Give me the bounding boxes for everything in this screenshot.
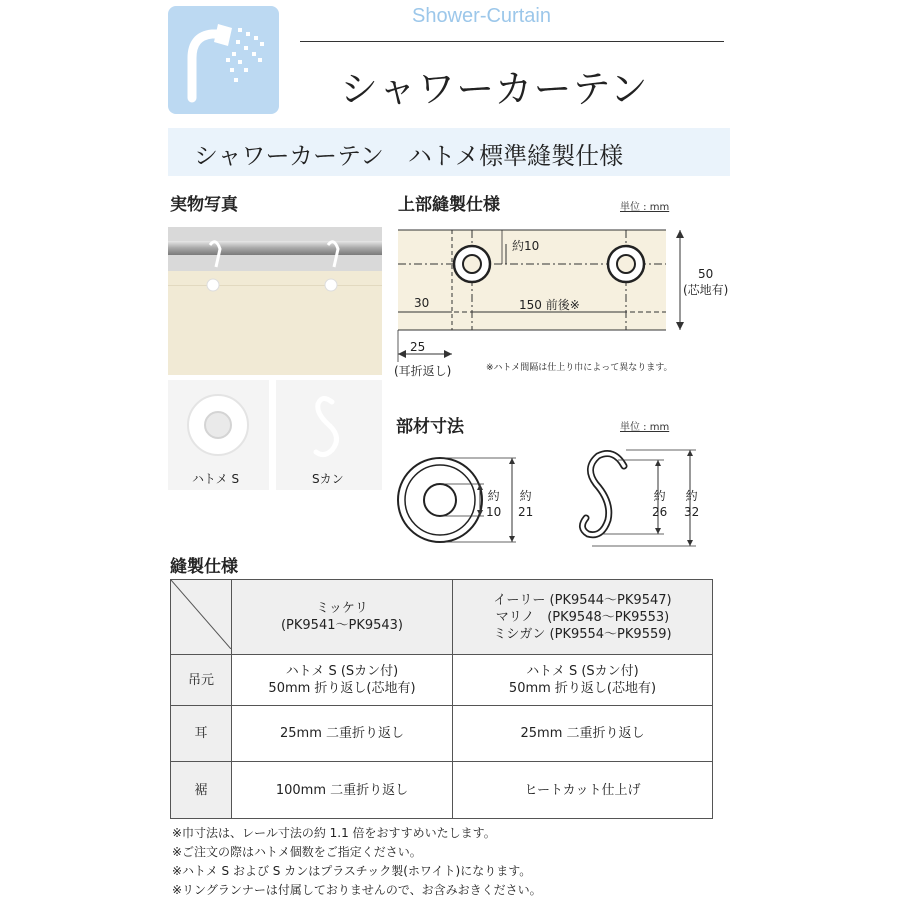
dim-25: 25 — [410, 340, 426, 354]
note-line: ※ハトメ S および S カンはプラスチック製(ホワイト)になります。 — [172, 864, 532, 878]
grommet-outer-dim: 約 21 — [518, 489, 534, 519]
grommet-label: ハトメ S — [192, 472, 240, 486]
note-line: ※ご注文の際はハトメ個数をご指定ください。 — [172, 845, 422, 859]
shower-head-icon — [168, 6, 279, 114]
row-label: 耳 — [171, 706, 232, 762]
table-row — [171, 706, 713, 762]
hook-label: Sカン — [312, 472, 344, 486]
hook-photo — [276, 380, 382, 490]
hook-outer-dim: 約 32 — [684, 489, 700, 519]
dim-50: 50 — [698, 267, 714, 281]
photos-heading: 実物写真 — [170, 195, 238, 215]
subtitle: シャワーカーテン ハトメ標準縫製仕様 — [194, 142, 624, 170]
table-header-row — [171, 580, 713, 655]
dim-150: 150 前後※ — [519, 298, 580, 312]
dim-25-note: (耳折返し) — [394, 364, 452, 378]
title-divider — [300, 41, 724, 42]
english-title: Shower-Curtain — [412, 5, 551, 27]
row-label: 吊元 — [171, 655, 232, 706]
note-line: ※巾寸法は、レール寸法の約 1.1 倍をおすすめいたします。 — [172, 826, 496, 840]
table-cell: 100mm 二重折り返し — [232, 762, 453, 819]
sewing-spec-table — [170, 579, 713, 819]
table-cell: ハトメ S (Sカン付) 50mm 折り返し(芯地有) — [453, 655, 713, 706]
col-header-mikkeri: ミッケリ (PK9541～PK9543) — [232, 580, 453, 655]
table-cell: 25mm 二重折り返し — [453, 706, 713, 762]
curtain-photo — [168, 227, 382, 375]
dim-approx10: 約10 — [512, 239, 540, 253]
top-sewing-heading: 上部縫製仕様 — [398, 195, 500, 215]
parts-heading: 部材寸法 — [396, 417, 464, 437]
hook-inner-dim: 約 26 — [652, 489, 668, 519]
grommet-photo — [168, 380, 269, 490]
table-cell: 25mm 二重折り返し — [232, 706, 453, 762]
row-label: 裾 — [171, 762, 232, 819]
grommet-inner-dim: 約 10 — [486, 489, 502, 519]
page-title: シャワーカーテン — [340, 67, 649, 111]
logo-box — [168, 6, 279, 114]
sewing-spec-heading: 縫製仕様 — [170, 557, 238, 577]
table-cell: ハトメ S (Sカン付) 50mm 折り返し(芯地有) — [232, 655, 453, 706]
spacing-note: ※ハトメ間隔は仕上り巾によって異なります。 — [486, 363, 673, 373]
table-row — [171, 762, 713, 819]
parts-unit-label: 単位 : mm — [620, 422, 670, 433]
table-row — [171, 655, 713, 706]
parts-diagram — [392, 446, 722, 556]
note-line: ※リングランナーは付属しておりませんので、お含みおきください。 — [172, 883, 542, 897]
table-cell: ヒートカット仕上げ — [453, 762, 713, 819]
dim-50-note: (芯地有) — [683, 283, 729, 297]
col-header-series: イーリー (PK9544～PK9547) マリノ (PK9548～PK9553) ミシガン (PK9554～PK9559) — [453, 580, 713, 655]
unit-label: 単位 : mm — [620, 202, 670, 213]
table-corner — [171, 580, 232, 655]
dim-30: 30 — [414, 296, 430, 310]
